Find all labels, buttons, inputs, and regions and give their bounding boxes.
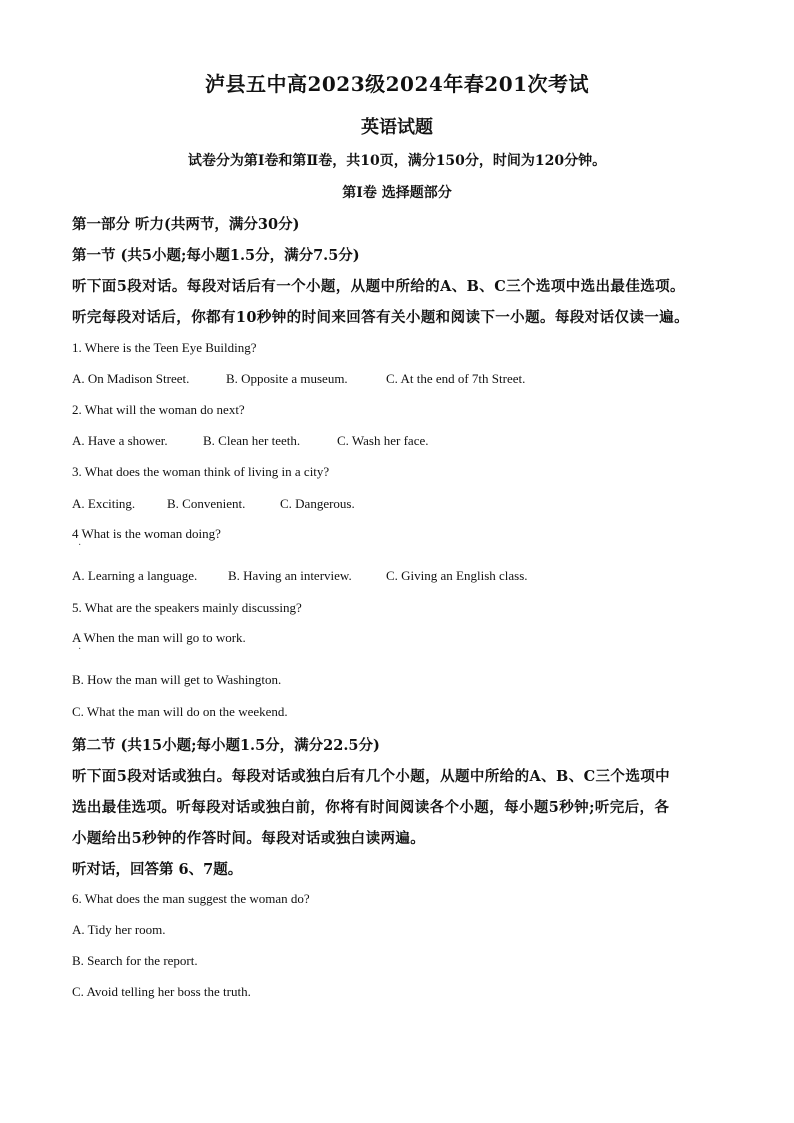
question-5-option-b: B. How the man will get to Washington. bbox=[72, 672, 282, 687]
question-5-option-a: A When the man will go to work. bbox=[72, 630, 246, 645]
section2-instruction-line-2: 选出最佳选项。听每段对话或独白前，你将有时间阅读各个小题，每小题5秒钟;听完后，各 bbox=[72, 799, 670, 816]
question-5-option-c: C. What the man will do on the weekend. bbox=[72, 704, 288, 719]
exam-note: 试卷分为第Ⅰ卷和第Ⅱ卷，共10页，满分150分，时间为120分钟。 bbox=[187, 153, 607, 169]
question-6-option-c: C. Avoid telling her boss the truth. bbox=[72, 984, 251, 999]
question-2-option-b: B. Clean her teeth. bbox=[203, 433, 301, 448]
section2-heading: 第二节 (共15小题;每小题1.5分，满分22.5分) bbox=[72, 737, 380, 754]
question-5-stem: 5. What are the speakers mainly discussing? bbox=[72, 600, 302, 615]
question-2-option-a: A. Have a shower. bbox=[72, 433, 168, 448]
question-3-option-c: C. Dangerous. bbox=[280, 496, 355, 511]
question-4-stem: 4 What is the woman doing? bbox=[72, 526, 221, 541]
volume-heading: 第Ⅰ卷 选择题部分 bbox=[342, 185, 452, 201]
question-4-options bbox=[72, 568, 528, 584]
exam-title: 泸县五中高2023级2024年春201次考试 bbox=[204, 72, 590, 96]
section2-instruction-line-3: 小题给出5秒钟的作答时间。每段对话或独白读两遍。 bbox=[72, 830, 426, 847]
question-3-stem: 3. What does the woman think of living in a city? bbox=[72, 464, 330, 479]
question-2-options bbox=[72, 433, 428, 449]
section2-sub-heading: 听对话，回答第 6、7题。 bbox=[72, 861, 243, 878]
question-3-option-b: B. Convenient. bbox=[167, 496, 246, 511]
section2-instruction-line-1: 听下面5段对话或独白。每段对话或独白后有几个小题，从题中所给的A、B、C三个选项中 bbox=[72, 768, 671, 785]
question-1-options bbox=[72, 371, 525, 387]
question-6-option-b: B. Search for the report. bbox=[72, 953, 198, 968]
section1-heading: 第一节 (共5小题;每小题1.5分，满分7.5分) bbox=[72, 247, 360, 264]
question-4-option-b: B. Having an interview. bbox=[228, 568, 352, 583]
section1-instruction-line-2: 听完每段对话后，你都有10秒钟的时间来回答有关小题和阅读下一小题。每段对话仅读一遍。 bbox=[72, 309, 689, 326]
question-3-options bbox=[72, 496, 355, 512]
question-4-option-a: A. Learning a language. bbox=[72, 568, 198, 583]
subject-title: 英语试题 bbox=[361, 117, 433, 138]
question-3-option-a: A. Exciting. bbox=[72, 496, 136, 511]
stray-dot-mark: · bbox=[78, 540, 82, 551]
question-6-option-a: A. Tidy her room. bbox=[72, 922, 166, 937]
question-2-option-c: C. Wash her face. bbox=[337, 433, 429, 448]
stray-dot-mark: · bbox=[78, 644, 82, 655]
question-1-option-a: A. On Madison Street. bbox=[72, 371, 190, 386]
question-4-option-c: C. Giving an English class. bbox=[386, 568, 528, 583]
question-2-stem: 2. What will the woman do next? bbox=[72, 402, 245, 417]
question-1-option-b: B. Opposite a museum. bbox=[226, 371, 348, 386]
question-1-option-c: C. At the end of 7th Street. bbox=[386, 371, 526, 386]
part1-heading: 第一部分 听力(共两节，满分30分) bbox=[72, 216, 300, 233]
question-1-stem: 1. Where is the Teen Eye Building? bbox=[72, 340, 257, 355]
section1-instruction-line-1: 听下面5段对话。每段对话后有一个小题，从题中所给的A、B、C三个选项中选出最佳选项。 bbox=[72, 278, 685, 295]
question-6-stem: 6. What does the man suggest the woman do? bbox=[72, 891, 310, 906]
